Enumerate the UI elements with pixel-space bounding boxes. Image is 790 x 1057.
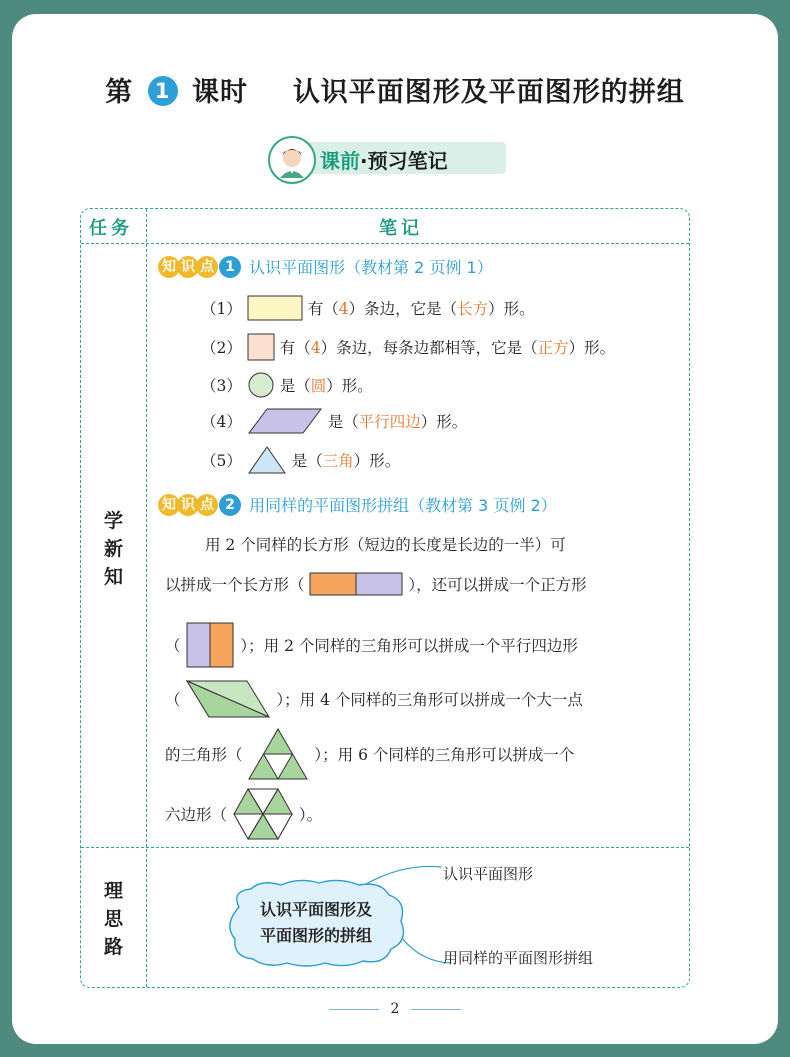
teacher-avatar-icon [268,136,316,184]
header-notes: 笔记 [379,218,423,239]
kp1-item-3: （3） 是（圆）形。 [201,371,373,403]
triangles-parallelogram-shape [185,679,271,723]
mindmap-branch-2: 用同样的平面图形拼组 [443,949,594,967]
header-task: 任务 [89,218,133,239]
kp1-item-4: （4） 是（平行四边）形。 [201,407,467,439]
kp2-paragraph-line-3: （ ）；用 2 个同样的三角形可以拼成一个平行四边形 [165,621,578,673]
kp1-item-2: （2） 有（4）条边，每条边都相等，它是（正方）形。 [201,333,615,365]
mindmap-branch-1: 认识平面图形 [443,865,534,883]
banner-separator: · [360,149,368,173]
lesson-title [0,70,790,109]
lesson-suffix: 课时 [192,77,248,108]
kp2-paragraph-line-5: 的三角形（ ）；用 6 个同样的三角形可以拼成一个 [165,727,574,785]
kp1-item-1: （1） 有（4）条边，它是（长方）形。 [201,295,535,325]
lesson-number-badge: 1 [148,76,178,106]
circle-shape [247,371,275,403]
knowledge-point-badge: 知 识 点 1 [158,256,238,278]
mindmap-center-line-2: 平面图形的拼组 [259,926,372,945]
knowledge-point-1-title: 认识平面图形（教材第 2 页例 1） [249,258,493,277]
kp2-paragraph-line-2: 以拼成一个长方形（ ），还可以拼成一个正方形 [165,571,587,601]
parallelogram-shape [247,407,323,439]
rectangle-shape [247,295,303,325]
kp1-item-5: （5） 是（三角）形。 [201,445,400,479]
mindmap-center-line-1: 认识平面图形及 [259,900,372,919]
knowledge-point-2-heading [158,493,557,519]
four-triangles-shape [247,727,309,785]
kp2-paragraph-line-4: （ ）；用 4 个同样的三角形可以拼成一个大一点 [165,679,583,723]
row-label-review: 理 思 路 [103,880,123,958]
two-rectangles-square-shape [185,621,235,673]
triangle-shape [247,445,287,479]
notes-table [80,208,690,988]
mindmap-center-bubble [221,877,411,969]
kp2-paragraph-line-1: 用 2 个同样的长方形（短边的长度是长边的一半）可 [205,536,566,554]
knowledge-point-1-heading [158,255,493,281]
hexagon-triangles-shape [232,787,294,845]
row-label-learn: 学 新 知 [103,510,123,588]
kp2-paragraph-line-6: 六边形（ ）。 [165,787,322,845]
lesson-prefix: 第 [105,77,134,108]
knowledge-point-2-title: 用同样的平面图形拼组（教材第 3 页例 2） [249,496,557,515]
section-banner [268,136,506,176]
banner-title [320,145,448,174]
page-number: 2 [390,1001,400,1017]
banner-part1: 课前 [320,149,360,173]
page-footer [0,1001,790,1017]
banner-part2: 预习笔记 [367,149,448,173]
lesson-title-text: 认识平面图形及平面图形的拼组 [292,77,685,108]
two-rectangles-long-shape [309,571,403,601]
knowledge-point-badge: 知 识 点 2 [158,494,238,516]
square-shape [247,333,275,365]
